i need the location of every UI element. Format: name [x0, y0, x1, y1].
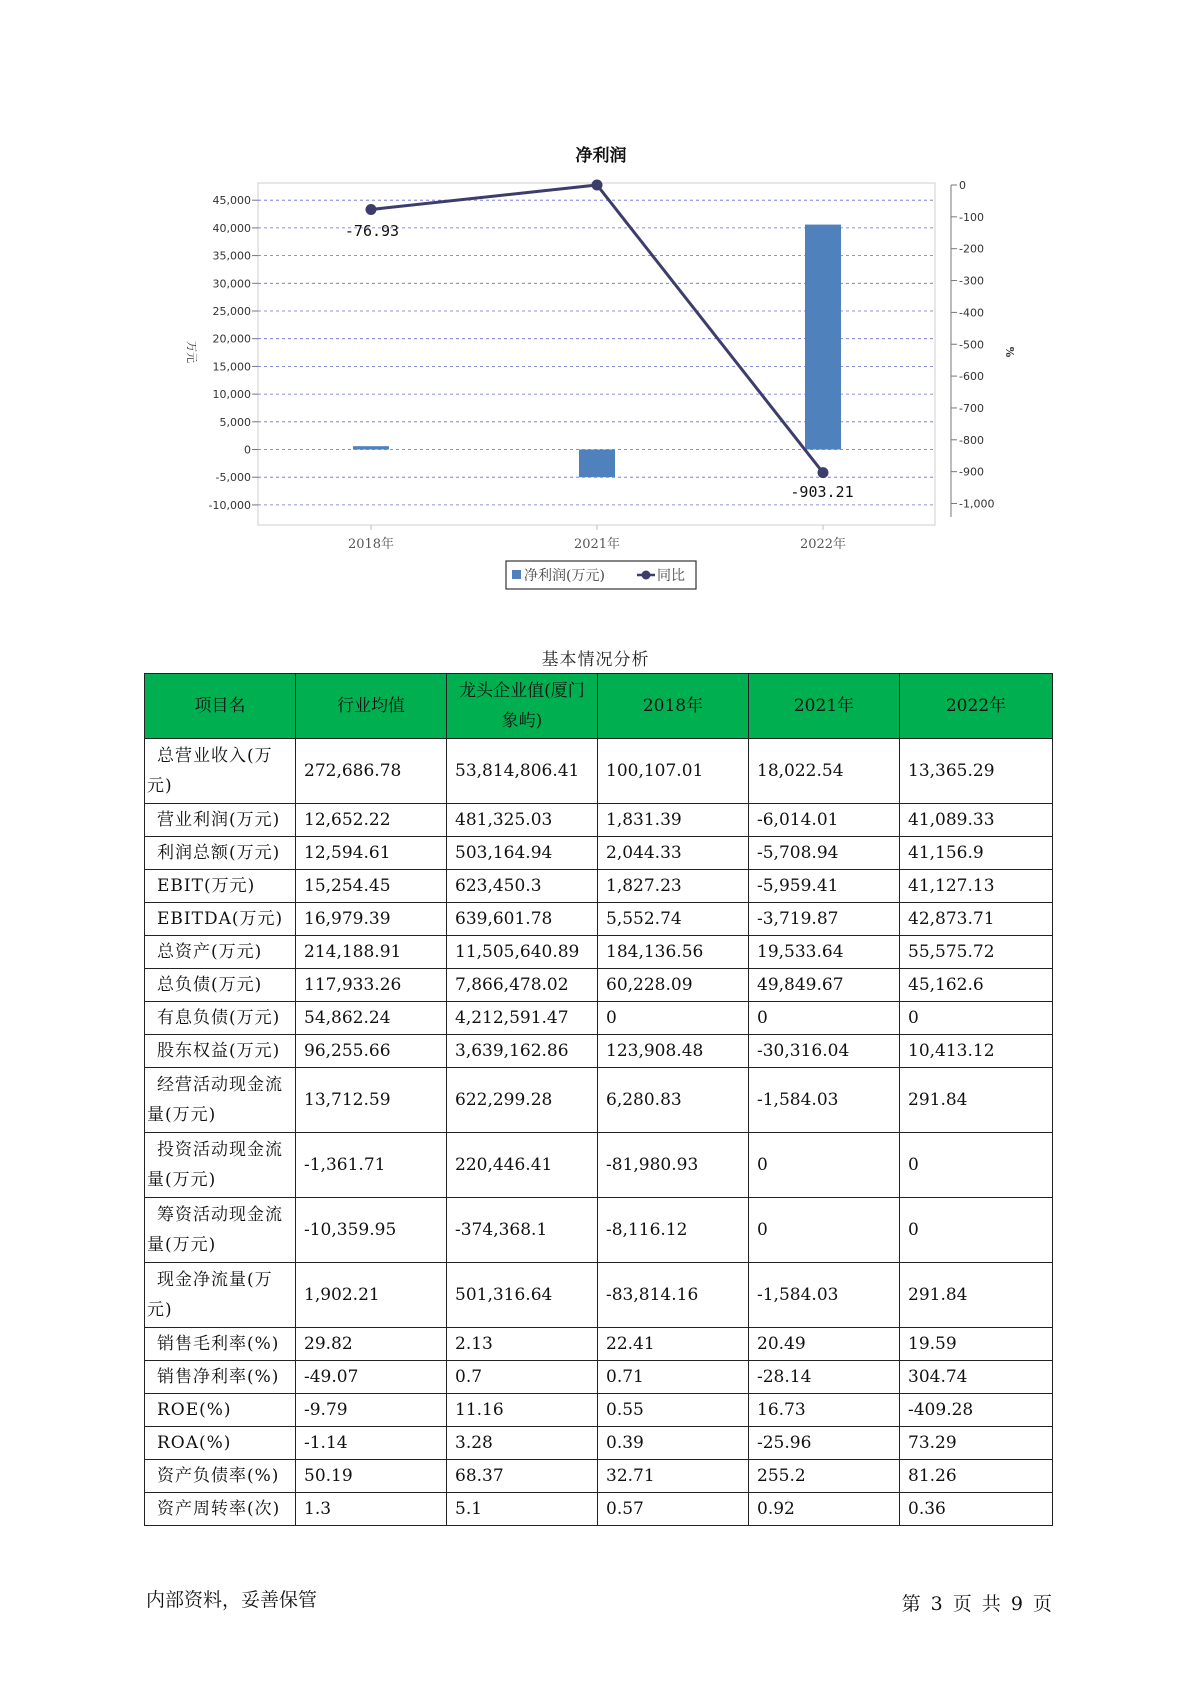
legend-bar-label: 净利润(万元)	[524, 568, 605, 584]
table-row	[145, 969, 1053, 1002]
table-row	[145, 804, 1053, 837]
row-cell: 291.84	[900, 1263, 1053, 1328]
row-cell: 49,849.67	[749, 969, 900, 1002]
row-item-name	[145, 1328, 296, 1361]
y-right-tick-label: -100	[959, 210, 984, 224]
row-cell: 18,022.54	[749, 739, 900, 804]
row-item-name-text: 销售毛利率(%)	[157, 1334, 280, 1354]
row-cell: -5,959.41	[749, 870, 900, 903]
row-cell: 0.7	[447, 1361, 598, 1394]
table-row	[145, 1328, 1053, 1361]
row-cell: 1,827.23	[598, 870, 749, 903]
row-cell: 0.71	[598, 1361, 749, 1394]
row-cell: 13,712.59	[296, 1068, 447, 1133]
y-left-tick-label: 0	[244, 443, 251, 457]
row-cell: -25.96	[749, 1427, 900, 1460]
row-item-name-text: 资产周转率(次)	[157, 1499, 281, 1519]
row-cell: -9.79	[296, 1394, 447, 1427]
row-cell: -8,116.12	[598, 1198, 749, 1263]
row-item-name	[145, 1068, 296, 1133]
row-item-name	[145, 969, 296, 1002]
row-cell: 11,505,640.89	[447, 936, 598, 969]
row-cell: 5.1	[447, 1493, 598, 1526]
legend-line-marker	[642, 571, 651, 580]
row-cell: 0	[900, 1133, 1053, 1198]
table-header-row	[145, 674, 1053, 739]
row-cell: 214,188.91	[296, 936, 447, 969]
header-leader-value: 龙头企业值(厦门象屿)	[447, 674, 598, 739]
y-right-axis-label: %	[1003, 346, 1016, 358]
y-left-tick-label: 45,000	[212, 194, 251, 208]
row-cell: 15,254.45	[296, 870, 447, 903]
table-body	[145, 739, 1053, 1526]
row-item-name	[145, 1427, 296, 1460]
row-cell: 0	[900, 1002, 1053, 1035]
header-item-name: 项目名	[145, 674, 296, 739]
y-left-tick-label: -5,000	[215, 471, 251, 485]
bar-2	[805, 225, 841, 450]
row-cell: 6,280.83	[598, 1068, 749, 1133]
header-2022: 2022年	[900, 674, 1053, 739]
y-left-tick-label: 5,000	[219, 415, 251, 429]
row-item-name	[145, 1361, 296, 1394]
y-left-tick-label: 30,000	[212, 277, 251, 291]
row-cell: 54,862.24	[296, 1002, 447, 1035]
row-item-name	[145, 870, 296, 903]
y-left-tick-label: 40,000	[212, 221, 251, 235]
row-item-name-text: 筹资活动现金流量(万元)	[147, 1205, 283, 1255]
row-item-name-text: 总营业收入(万元)	[147, 746, 273, 796]
row-cell: 0	[749, 1133, 900, 1198]
y-right-tick-label: -400	[959, 306, 984, 320]
row-item-name-text: 现金净流量(万元)	[147, 1270, 273, 1320]
y-right-tick-label: -900	[959, 465, 984, 479]
y-right-tick-label: 0	[959, 179, 966, 192]
bar-1	[579, 450, 615, 478]
row-cell: 0.55	[598, 1394, 749, 1427]
row-item-name	[145, 1198, 296, 1263]
data-label-0: -76.93	[344, 222, 400, 240]
row-cell: 255.2	[749, 1460, 900, 1493]
row-cell: 1,831.39	[598, 804, 749, 837]
row-item-name-text: ROA(%)	[157, 1433, 232, 1453]
row-cell: -1,584.03	[749, 1263, 900, 1328]
row-cell: 272,686.78	[296, 739, 447, 804]
row-item-name-text: 总资产(万元)	[157, 942, 263, 962]
row-cell: 22.41	[598, 1328, 749, 1361]
header-2018: 2018年	[598, 674, 749, 739]
row-cell: 4,212,591.47	[447, 1002, 598, 1035]
row-cell: 0.57	[598, 1493, 749, 1526]
table-row	[145, 1068, 1053, 1133]
row-cell: 123,908.48	[598, 1035, 749, 1068]
table-row	[145, 1198, 1053, 1263]
row-cell: 60,228.09	[598, 969, 749, 1002]
row-item-name-text: 投资活动现金流量(万元)	[147, 1140, 283, 1190]
table-row	[145, 739, 1053, 804]
header-industry-avg: 行业均值	[296, 674, 447, 739]
table-row	[145, 1263, 1053, 1328]
y-left-tick-label: 25,000	[212, 305, 251, 318]
row-cell: 7,866,478.02	[447, 969, 598, 1002]
row-cell: 53,814,806.41	[447, 739, 598, 804]
row-item-name-text: 总负债(万元)	[157, 975, 263, 995]
row-item-name	[145, 804, 296, 837]
row-item-name-text: 有息负债(万元)	[157, 1008, 281, 1028]
row-cell: 19,533.64	[749, 936, 900, 969]
row-item-name	[145, 1263, 296, 1328]
row-cell: -28.14	[749, 1361, 900, 1394]
row-cell: 622,299.28	[447, 1068, 598, 1133]
row-item-name-text: 资产负债率(%)	[157, 1466, 280, 1486]
row-cell: 41,127.13	[900, 870, 1053, 903]
row-cell: 3.28	[447, 1427, 598, 1460]
table-row	[145, 870, 1053, 903]
row-item-name-text: EBIT(万元)	[157, 876, 256, 896]
row-cell: -6,014.01	[749, 804, 900, 837]
table-caption: 基本情况分析	[541, 650, 650, 670]
x-tick-label: 2022年	[799, 537, 847, 552]
row-item-name-text: 销售净利率(%)	[157, 1367, 280, 1387]
y-right-tick-label: -600	[959, 370, 984, 384]
row-cell: 0	[749, 1198, 900, 1263]
bar-0	[353, 446, 389, 449]
legend-line-label: 同比	[657, 568, 685, 584]
row-cell: 12,652.22	[296, 804, 447, 837]
x-tick-label: 2018年	[347, 537, 395, 552]
y-left-tick-label: 20,000	[212, 332, 251, 346]
y-left-tick-label: 35,000	[212, 249, 251, 263]
row-cell: 41,156.9	[900, 837, 1053, 870]
legend-bar-swatch	[512, 570, 521, 579]
row-cell: 0.92	[749, 1493, 900, 1526]
row-cell: 0.36	[900, 1493, 1053, 1526]
row-item-name	[145, 1394, 296, 1427]
y-left-axis-label: 万元	[185, 341, 198, 363]
row-cell: 117,933.26	[296, 969, 447, 1002]
row-item-name	[145, 1133, 296, 1198]
row-cell: 2,044.33	[598, 837, 749, 870]
row-cell: -374,368.1	[447, 1198, 598, 1263]
row-cell: 304.74	[900, 1361, 1053, 1394]
row-cell: 16.73	[749, 1394, 900, 1427]
net-profit-chart	[0, 0, 1191, 600]
basic-analysis-table	[144, 673, 1053, 1526]
row-cell: 5,552.74	[598, 903, 749, 936]
chart-title: 净利润	[575, 146, 627, 166]
row-item-name-text: EBITDA(万元)	[157, 909, 284, 929]
row-cell: 0.39	[598, 1427, 749, 1460]
table-row	[145, 1460, 1053, 1493]
table-row	[145, 1133, 1053, 1198]
row-cell: 55,575.72	[900, 936, 1053, 969]
chart-svg	[0, 0, 1191, 600]
row-cell: 19.59	[900, 1328, 1053, 1361]
y-left-tick-label: -10,000	[208, 498, 251, 512]
row-item-name-text: 股东权益(万元)	[157, 1041, 281, 1061]
row-cell: 96,255.66	[296, 1035, 447, 1068]
table-row	[145, 837, 1053, 870]
row-item-name	[145, 1035, 296, 1068]
row-cell: 1,902.21	[296, 1263, 447, 1328]
row-cell: -409.28	[900, 1394, 1053, 1427]
table-row	[145, 1493, 1053, 1526]
header-2021: 2021年	[749, 674, 900, 739]
row-cell: -83,814.16	[598, 1263, 749, 1328]
row-cell: 73.29	[900, 1427, 1053, 1460]
y-left-tick-label: 15,000	[212, 360, 251, 374]
row-cell: 291.84	[900, 1068, 1053, 1133]
table-row	[145, 936, 1053, 969]
row-cell: 639,601.78	[447, 903, 598, 936]
footer-confidential-note: 内部资料，妥善保管	[146, 1589, 318, 1611]
table-row	[145, 1035, 1053, 1068]
row-item-name-text: ROE(%)	[157, 1400, 232, 1420]
row-item-name	[145, 739, 296, 804]
table-row	[145, 1427, 1053, 1460]
row-cell: 100,107.01	[598, 739, 749, 804]
table-row	[145, 1394, 1053, 1427]
row-cell: 29.82	[296, 1328, 447, 1361]
row-cell: 220,446.41	[447, 1133, 598, 1198]
y-right-tick-label: -500	[959, 338, 984, 352]
table-row	[145, 1361, 1053, 1394]
row-cell: 13,365.29	[900, 739, 1053, 804]
row-cell: -10,359.95	[296, 1198, 447, 1263]
row-cell: 501,316.64	[447, 1263, 598, 1328]
table-row	[145, 903, 1053, 936]
footer-page-number: 第 3 页 共 9 页	[901, 1593, 1052, 1615]
row-cell: 45,162.6	[900, 969, 1053, 1002]
row-item-name	[145, 1002, 296, 1035]
row-cell: 1.3	[296, 1493, 447, 1526]
row-cell: 2.13	[447, 1328, 598, 1361]
row-cell: 50.19	[296, 1460, 447, 1493]
row-cell: 32.71	[598, 1460, 749, 1493]
row-item-name-text: 经营活动现金流量(万元)	[147, 1075, 283, 1125]
row-item-name	[145, 1493, 296, 1526]
row-cell: 11.16	[447, 1394, 598, 1427]
row-cell: -1,584.03	[749, 1068, 900, 1133]
row-cell: -3,719.87	[749, 903, 900, 936]
row-cell: 0	[749, 1002, 900, 1035]
row-cell: 12,594.61	[296, 837, 447, 870]
yoy-point-2	[818, 467, 829, 478]
row-item-name	[145, 903, 296, 936]
y-right-tick-label: -1,000	[959, 497, 995, 511]
row-cell: 20.49	[749, 1328, 900, 1361]
row-cell: 16,979.39	[296, 903, 447, 936]
row-cell: 10,413.12	[900, 1035, 1053, 1068]
row-item-name	[145, 936, 296, 969]
row-cell: 42,873.71	[900, 903, 1053, 936]
x-tick-label: 2021年	[573, 537, 621, 552]
row-cell: 3,639,162.86	[447, 1035, 598, 1068]
row-item-name-text: 利润总额(万元)	[157, 843, 281, 863]
y-right-tick-label: -300	[959, 274, 984, 288]
row-cell: -49.07	[296, 1361, 447, 1394]
y-left-tick-label: 10,000	[212, 388, 251, 402]
row-item-name	[145, 837, 296, 870]
row-cell: -1.14	[296, 1427, 447, 1460]
row-cell: 184,136.56	[598, 936, 749, 969]
y-right-tick-label: -800	[959, 433, 984, 447]
row-item-name	[145, 1460, 296, 1493]
y-right-tick-label: -700	[959, 401, 984, 415]
yoy-point-1	[592, 180, 603, 191]
row-cell: -5,708.94	[749, 837, 900, 870]
row-cell: -1,361.71	[296, 1133, 447, 1198]
row-cell: 81.26	[900, 1460, 1053, 1493]
row-cell: -30,316.04	[749, 1035, 900, 1068]
row-cell: 68.37	[447, 1460, 598, 1493]
yoy-point-0	[366, 204, 377, 215]
row-cell: 0	[900, 1198, 1053, 1263]
data-label-1: -903.21	[790, 483, 854, 501]
row-cell: 481,325.03	[447, 804, 598, 837]
row-cell: 503,164.94	[447, 837, 598, 870]
table-row	[145, 1002, 1053, 1035]
row-cell: -81,980.93	[598, 1133, 749, 1198]
row-item-name-text: 营业利润(万元)	[157, 810, 281, 830]
row-cell: 41,089.33	[900, 804, 1053, 837]
row-cell: 0	[598, 1002, 749, 1035]
row-cell: 623,450.3	[447, 870, 598, 903]
y-right-tick-label: -200	[959, 242, 984, 256]
